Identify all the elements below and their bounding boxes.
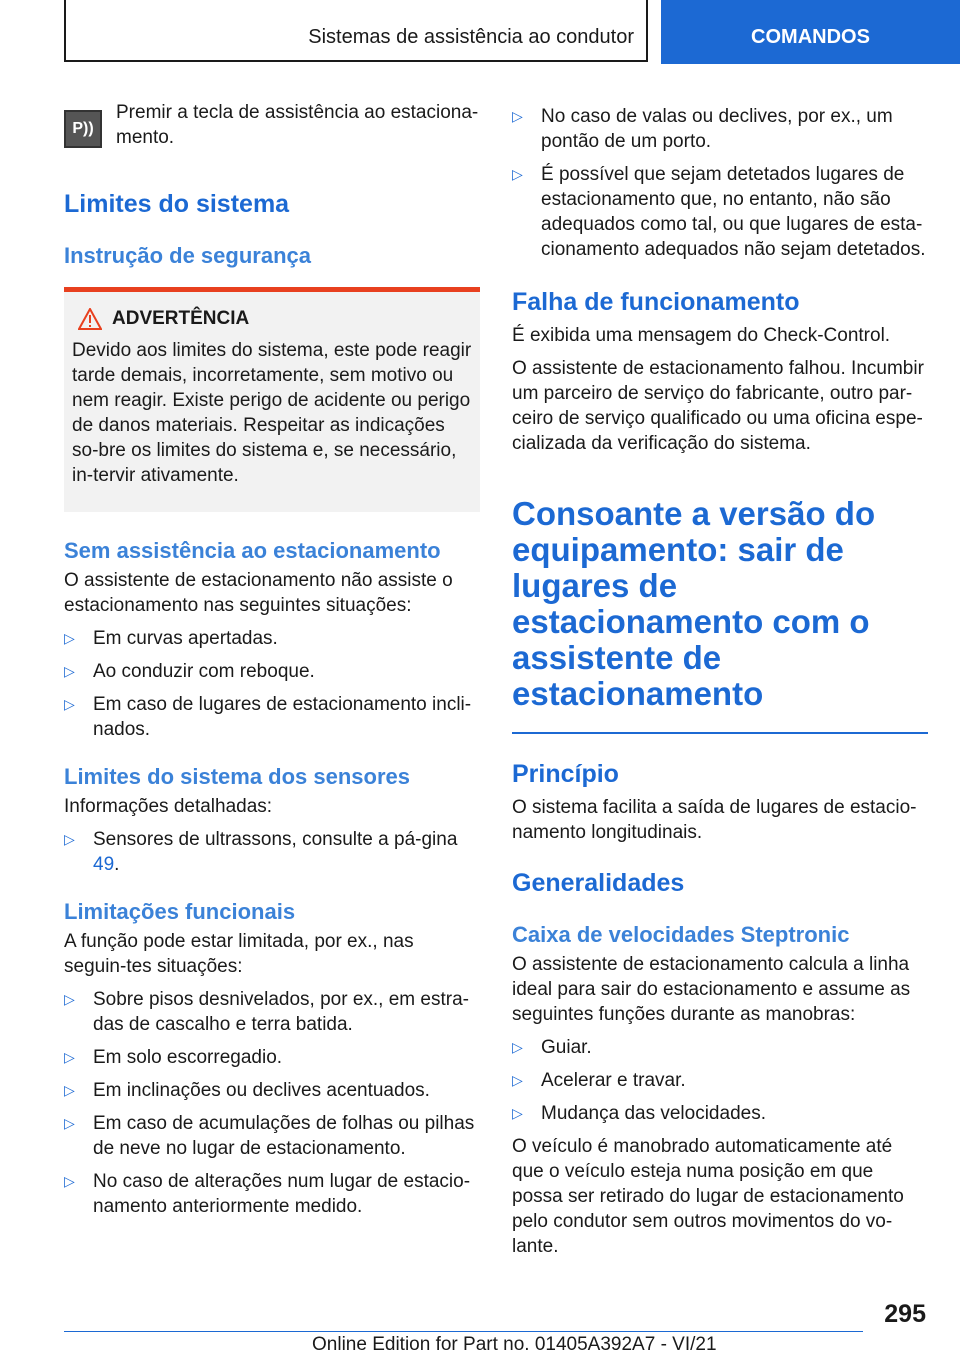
triangle-bullet-icon: ▷ bbox=[512, 1105, 523, 1121]
warning-text: Devido aos limites do sistema, este pode reagir tarde demais, incorretamente, sem motivo ou nem reagir. Existe perigo de acidente ou perigo de danos materiais. Respeitar as indicações so-bre os limites do sistema e, se necessário, in-tervir ativamente. bbox=[72, 340, 472, 486]
warning-box bbox=[64, 287, 480, 512]
parking-assist-key-icon: P)) bbox=[64, 110, 102, 148]
list-item: ▷ Mudança das velocidades. bbox=[512, 1103, 766, 1124]
warning-triangle-icon bbox=[78, 308, 102, 330]
list-item: ▷ No caso de valas ou declives, por ex., um pontão de um porto. bbox=[512, 106, 893, 152]
triangle-bullet-icon: ▷ bbox=[64, 831, 75, 847]
principle-text: O sistema facilita a saída de lugares de estacio-namento longitudinais. bbox=[512, 797, 917, 843]
chapter-title: Sistemas de assistência ao condutor bbox=[308, 26, 634, 48]
triangle-bullet-icon: ▷ bbox=[64, 696, 75, 712]
list-item: ▷ É possível que sejam detetados lugares de estacionamento que, no entanto, não são adequados como tal, ou que lugares de esta-cionamento adequados não sejam detetados. bbox=[512, 164, 926, 260]
list-item: ▷ Em caso de lugares de estacionamento incli-nados. bbox=[64, 694, 472, 740]
steptronic-text: O assistente de estacionamento calcula a linha ideal para sair do estacionamento e assume as seguintes funções durante as manobras: bbox=[512, 954, 911, 1025]
page-header bbox=[0, 0, 960, 66]
intro-block bbox=[64, 100, 480, 150]
heading-principle: Princípio bbox=[512, 760, 619, 788]
heading-no-assist: Sem assistência ao estacionamento bbox=[64, 538, 441, 563]
sensor-list bbox=[64, 827, 480, 877]
triangle-bullet-icon: ▷ bbox=[512, 166, 523, 182]
triangle-bullet-icon: ▷ bbox=[512, 1072, 523, 1088]
heading-safety: Instrução de segurança bbox=[64, 243, 311, 268]
triangle-bullet-icon: ▷ bbox=[64, 1049, 75, 1065]
no-assist-list bbox=[64, 626, 480, 742]
list-item: ▷ Em curvas apertadas. bbox=[64, 628, 278, 649]
triangle-bullet-icon: ▷ bbox=[64, 630, 75, 646]
page-link[interactable]: 49 bbox=[93, 854, 115, 875]
list-item: ▷ Em caso de acumulações de folhas ou pilhas de neve no lugar de estacionamento. bbox=[64, 1113, 475, 1159]
list-item: ▷ Sobre pisos desnivelados, por ex., em estra-das de cascalho e terra batida. bbox=[64, 989, 469, 1035]
warning-header bbox=[78, 308, 472, 330]
functional-text: A função pode estar limitada, por ex., nas seguin-tes situações: bbox=[64, 931, 414, 977]
list-item: ▷ Sensores de ultrassons, consulte a pá-gina 49. bbox=[64, 829, 458, 875]
triangle-bullet-icon: ▷ bbox=[64, 1115, 75, 1131]
warning-title: ADVERTÊNCIA bbox=[112, 308, 250, 329]
continued-list bbox=[512, 104, 928, 262]
chapter-box bbox=[64, 0, 648, 62]
heading-steptronic: Caixa de velocidades Steptronic bbox=[512, 922, 850, 947]
heading-general: Generalidades bbox=[512, 869, 685, 897]
triangle-bullet-icon: ▷ bbox=[64, 663, 75, 679]
right-column bbox=[512, 100, 928, 1259]
failure-text-2: O assistente de estacionamento falhou. Incumbir um parceiro de serviço do fabricante, outro par-ceiro de serviço qualificado ou uma oficina espe-cializada da verificação do sistema. bbox=[512, 358, 924, 454]
triangle-bullet-icon: ▷ bbox=[64, 1173, 75, 1189]
list-item: ▷ Em solo escorregadio. bbox=[64, 1047, 283, 1068]
section-rule bbox=[512, 732, 928, 734]
steptronic-list bbox=[512, 1035, 928, 1126]
section-tab[interactable]: COMANDOS bbox=[661, 0, 960, 64]
list-item: ▷ Guiar. bbox=[512, 1037, 592, 1058]
heading-sensor-limits: Limites do sistema dos sensores bbox=[64, 764, 411, 789]
list-item: ▷ Em inclinações ou declives acentuados. bbox=[64, 1080, 430, 1101]
triangle-bullet-icon: ▷ bbox=[512, 1039, 523, 1055]
page-number: 295 bbox=[884, 1300, 926, 1328]
heading-failure: Falha de funcionamento bbox=[512, 288, 800, 316]
triangle-bullet-icon: ▷ bbox=[512, 108, 523, 124]
sensor-text: Informações detalhadas: bbox=[64, 796, 273, 817]
list-item: ▷ Acelerar e travar. bbox=[512, 1070, 686, 1091]
intro-text: Premir a tecla de assistência ao estaciona-mento. bbox=[116, 102, 479, 148]
heading-functional: Limitações funcionais bbox=[64, 899, 296, 924]
left-column bbox=[64, 100, 480, 1219]
no-assist-text: O assistente de estacionamento não assiste o estacionamento nas seguintes situações: bbox=[64, 570, 453, 616]
heading-system-limits: Limites do sistema bbox=[64, 190, 290, 218]
failure-text-1: É exibida uma mensagem do Check-Control. bbox=[512, 325, 891, 346]
triangle-bullet-icon: ▷ bbox=[64, 1082, 75, 1098]
list-item: ▷ No caso de alterações num lugar de estacio-namento anteriormente medido. bbox=[64, 1171, 471, 1217]
functional-list bbox=[64, 987, 480, 1219]
closing-text: O veículo é manobrado automaticamente até que o veículo esteja numa posição em que possa ser retirado do lugar de estacionamento pelo condutor sem outros movimentos do vo-lante. bbox=[512, 1136, 904, 1257]
edition-text: Online Edition for Part no. 01405A392A7 - VI/21 bbox=[312, 1334, 717, 1355]
list-item: ▷ Ao conduzir com reboque. bbox=[64, 661, 315, 682]
triangle-bullet-icon: ▷ bbox=[64, 991, 75, 1007]
footer-rule bbox=[64, 1331, 863, 1332]
heading-exit-parking: Consoante a versão do equipamento: sair de lugares de estacionamento com o assistente de estacionamento bbox=[512, 495, 876, 712]
